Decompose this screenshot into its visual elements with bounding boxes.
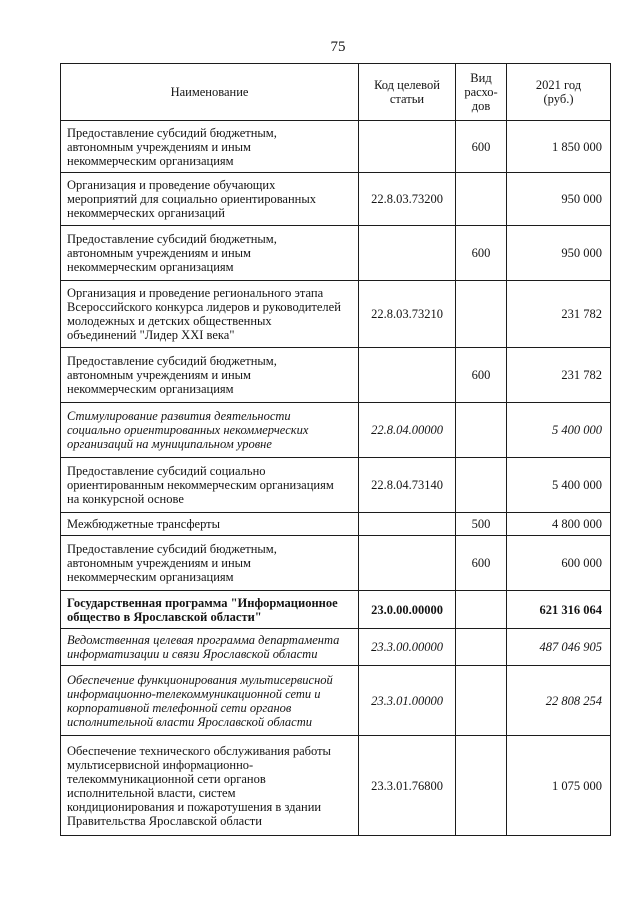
row-amount-cell: 5 400 000 (507, 403, 611, 458)
row-code-cell: 22.8.03.73200 (359, 173, 456, 226)
table-row (61, 173, 611, 226)
row-code-cell (359, 121, 456, 173)
header-code: Код целевой статьи (359, 64, 456, 121)
row-name-cell: Государственная программа "Информационное общество в Ярославской области" (61, 591, 359, 629)
row-expense-type-cell: 600 (456, 226, 507, 281)
row-amount-cell: 22 808 254 (507, 666, 611, 736)
header-amount: 2021 год (руб.) (507, 64, 611, 121)
row-name-cell: Предоставление субсидий бюджетным, автономным учреждениям и иным некоммерческим организациям (61, 226, 359, 281)
row-name-cell: Стимулирование развития деятельности социально ориентированных некоммерческих организаций на муниципальном уровне (61, 403, 359, 458)
table-row (61, 403, 611, 458)
row-expense-type-cell: 500 (456, 513, 507, 536)
table-row (61, 666, 611, 736)
row-amount-cell: 4 800 000 (507, 513, 611, 536)
row-expense-type-cell: 600 (456, 121, 507, 173)
table-row (61, 513, 611, 536)
header-expense-type: Вид расхо- дов (456, 64, 507, 121)
table-row (61, 591, 611, 629)
row-amount-cell: 1 850 000 (507, 121, 611, 173)
row-name-cell: Предоставление субсидий бюджетным, автономным учреждениям и иным некоммерческим организациям (61, 536, 359, 591)
table-row (61, 226, 611, 281)
row-expense-type-cell (456, 591, 507, 629)
row-code-cell: 23.3.00.00000 (359, 629, 456, 666)
row-amount-cell: 950 000 (507, 173, 611, 226)
table-header-row (61, 64, 611, 121)
row-code-cell (359, 348, 456, 403)
row-code-cell: 22.8.04.73140 (359, 458, 456, 513)
row-name-cell: Организация и проведение регионального этапа Всероссийского конкурса лидеров и руководителей молодежных и детских общественных объединений "Лидер XXI века" (61, 281, 359, 348)
row-amount-cell: 231 782 (507, 348, 611, 403)
row-code-cell (359, 513, 456, 536)
row-expense-type-cell: 600 (456, 348, 507, 403)
row-expense-type-cell (456, 629, 507, 666)
row-code-cell (359, 536, 456, 591)
row-name-cell: Межбюджетные трансферты (61, 513, 359, 536)
row-code-cell: 23.0.00.00000 (359, 591, 456, 629)
row-code-cell: 23.3.01.76800 (359, 736, 456, 836)
row-name-cell: Предоставление субсидий социально ориентированным некоммерческим организациям на конкурсной основе (61, 458, 359, 513)
budget-table (60, 63, 611, 836)
table-row (61, 736, 611, 836)
row-code-cell: 22.8.04.00000 (359, 403, 456, 458)
row-code-cell: 23.3.01.00000 (359, 666, 456, 736)
table-body (61, 121, 611, 836)
row-name-cell: Обеспечение функционирования мультисервисной информационно-телекоммуникационной сети и корпоративной телефонной сети органов исполнительной власти Ярославской области (61, 666, 359, 736)
table-row (61, 458, 611, 513)
row-expense-type-cell (456, 281, 507, 348)
table-row (61, 121, 611, 173)
row-name-cell: Ведомственная целевая программа департамента информатизации и связи Ярославской области (61, 629, 359, 666)
row-expense-type-cell (456, 458, 507, 513)
row-name-cell: Предоставление субсидий бюджетным, автономным учреждениям и иным некоммерческим организациям (61, 121, 359, 173)
row-amount-cell: 600 000 (507, 536, 611, 591)
table-row (61, 536, 611, 591)
row-code-cell (359, 226, 456, 281)
row-name-cell: Предоставление субсидий бюджетным, автономным учреждениям и иным некоммерческим организациям (61, 348, 359, 403)
row-code-cell: 22.8.03.73210 (359, 281, 456, 348)
header-name: Наименование (61, 64, 359, 121)
row-expense-type-cell (456, 403, 507, 458)
row-amount-cell: 950 000 (507, 226, 611, 281)
row-expense-type-cell: 600 (456, 536, 507, 591)
row-amount-cell: 487 046 905 (507, 629, 611, 666)
row-amount-cell: 231 782 (507, 281, 611, 348)
row-expense-type-cell (456, 666, 507, 736)
row-amount-cell: 1 075 000 (507, 736, 611, 836)
table-row (61, 629, 611, 666)
table-row (61, 348, 611, 403)
row-name-cell: Обеспечение технического обслуживания работы мультисервисной информационно- телекоммуникационной сети органов исполнительной власти, систем кондиционирования и пожаротушения в здании Правительства Ярославской области (61, 736, 359, 836)
row-expense-type-cell (456, 736, 507, 836)
table-row (61, 281, 611, 348)
page-number: 75 (330, 39, 346, 55)
row-name-cell: Организация и проведение обучающих мероприятий для социально ориентированных некоммерческих организаций (61, 173, 359, 226)
row-amount-cell: 621 316 064 (507, 591, 611, 629)
row-expense-type-cell (456, 173, 507, 226)
row-amount-cell: 5 400 000 (507, 458, 611, 513)
